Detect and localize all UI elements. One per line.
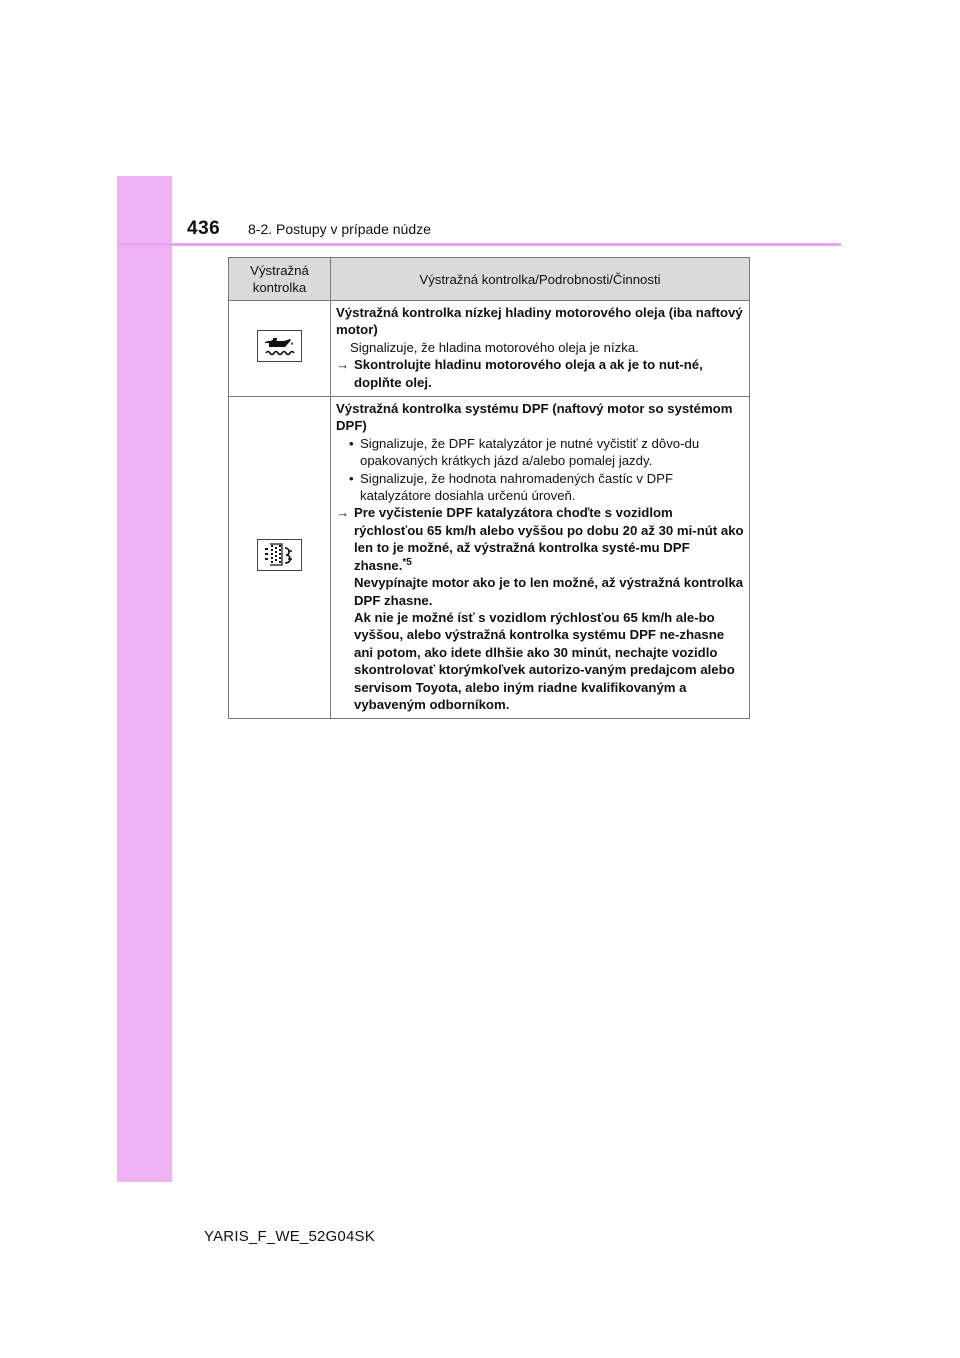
icon-cell: [229, 301, 331, 397]
arrow-icon: →: [336, 505, 350, 521]
warning-lights-table: [228, 257, 750, 719]
action-note: Nevypínajte motor ako je to len možné, až výstražná kontrolka DPF zhasne.: [354, 575, 744, 608]
chapter-side-tab: [117, 176, 172, 1182]
warning-description: Signalizuje, že hladina motorového oleja je nízka.: [350, 339, 639, 355]
action-text: Skontrolujte hladinu motorového oleja a ak je to nut-né, doplňte olej.: [354, 357, 703, 390]
action-text: Pre vyčistenie DPF katalyzátora choďte s vozidlom rýchlosťou 65 km/h alebo vyššou po dobu 20 až 30 mi-nút ako len to je možné, až výstražná kontrolka systé-mu DPF zhasne.: [354, 505, 744, 573]
page-number: 436: [187, 218, 221, 239]
footnote-ref: *5: [402, 556, 412, 568]
bullet-text: Signalizuje, že DPF katalyzátor je nutné vyčistiť z dôvo-du opakovaných krátkych jázd a/alebo pomalej jazdy.: [360, 435, 700, 469]
action-note: Ak nie je možné ísť s vozidlom rýchlosťou 65 km/h ale-bo vyššou, alebo výstražná kontrolka systému DPF ne-zhasne ani potom, ako idete dlhšie ako 30 minút, nechajte vozidlo skontrolovať ktorýmkoľvek autorizo-vaným predajcom alebo servisom Toyota, alebo iným riadne kvalifikovaným a vybaveným odborníkom.: [354, 609, 735, 712]
dpf-system-icon: [257, 539, 302, 571]
icon-cell: [229, 397, 331, 719]
arrow-icon: →: [336, 357, 350, 373]
list-item: [336, 435, 745, 470]
section-title: 8-2. Postupy v prípade núdze: [248, 221, 431, 237]
warning-action: [336, 356, 745, 391]
warning-title: Výstražná kontrolka systému DPF (naftový motor so systémom DPF): [336, 401, 733, 434]
details-cell: [331, 397, 750, 719]
warning-action: [336, 504, 745, 713]
details-cell: [331, 301, 750, 397]
table-row: [229, 397, 750, 719]
bullet-text: Signalizuje, že hodnota nahromadených častíc v DPF katalyzátore dosiahla určenú úroveň.: [360, 470, 674, 504]
col-header-warning-light: Výstražná kontrolka: [229, 258, 331, 301]
table-row: [229, 301, 750, 397]
warning-title: Výstražná kontrolka nízkej hladiny motorového oleja (iba naftový motor): [336, 305, 743, 338]
document-code: YARIS_F_WE_52G04SK: [204, 1228, 375, 1245]
bullet-icon: •: [349, 470, 354, 486]
list-item: [336, 470, 745, 505]
table-header-row: [229, 258, 750, 301]
header-rule: [117, 243, 841, 246]
bullet-icon: •: [349, 435, 354, 451]
col-header-details: Výstražná kontrolka/Podrobnosti/Činnosti: [331, 258, 750, 301]
low-engine-oil-level-icon: [257, 330, 302, 362]
